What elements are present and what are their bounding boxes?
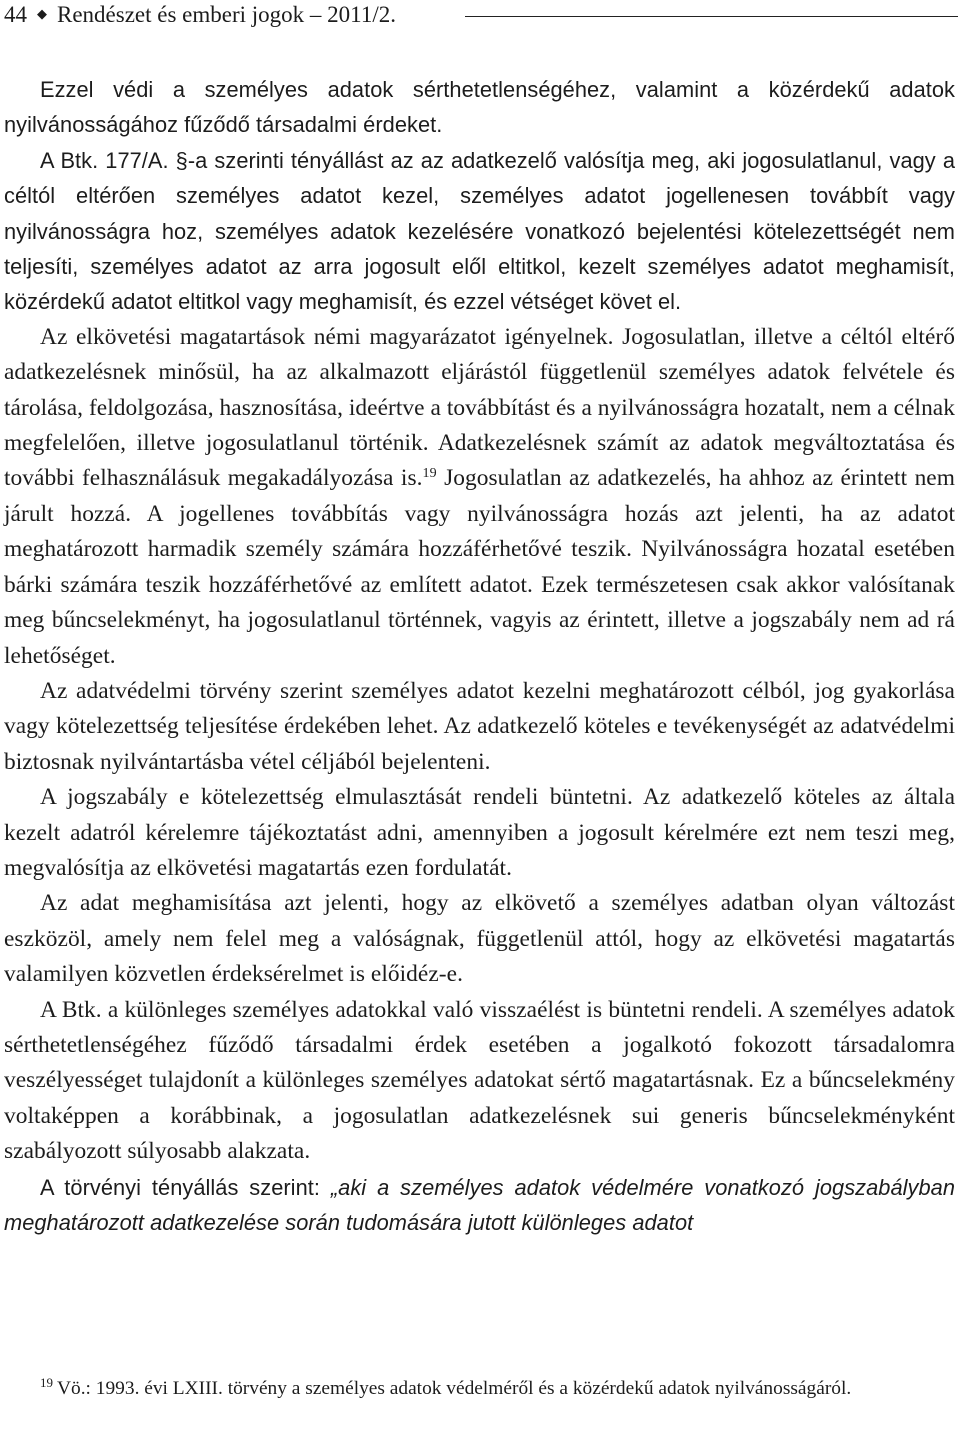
footnote-text: Vö.: 1993. évi LXIII. törvény a személyes adatok védelméről és a közérdekű adatok nyilvánosságáról. (57, 1378, 852, 1399)
running-header (4, 0, 396, 30)
paragraph: A Btk. 177/A. §-a szerinti tényállást az az adatkezelő valósítja meg, aki jogosulatlanul, vagy a céltól eltérően személyes adatot kezel, személyes adatot jogellenesen továbbít vagy nyilvánosságra hoz, személyes adatok kezelésére vonatkozó bejelentési kötelezettségét nem teljesíti, személyes adatot az arra jogosult elől eltitkol, kezelt személyes adatot meghamisít, közérdekű adatot eltitkol vagy meghamisít, és ezzel vétséget követ el. (4, 147, 955, 315)
statute-quote: „aki a személyes adatok védelmére vonatkozó jogszabályban meghatározott adatkezelése során tudomására jutott különleges adatot (4, 1174, 955, 1235)
paragraph: A Btk. a különleges személyes adatokkal való visszaélést is büntetni rendeli. A személyes adatok sérthetetlenségéhez fűződő társadalmi érdek esetében a jogalkotó fokozott társadalomra veszélyességet tulajdonít a különleges személyes adatokat sértő magatartásnak. Ez a bűncselekmény voltaképpen a korábbinak, a jogosulatlan adatkezelésnek sui generis bűncselekményként szabályozott súlyosabb alakzata. (4, 996, 955, 1165)
footnote (4, 1375, 955, 1403)
diamond-bullet-icon: ◆ (37, 6, 47, 21)
header-rule (465, 16, 958, 17)
footnote-number: 19 (40, 1375, 53, 1390)
footnote-reference[interactable]: 19 (422, 466, 437, 482)
paragraph-text: Jogosulatlan az adatkezelés, ha ahhoz az érintett nem járult hozzá. A jogellenes továbbítás vagy nyilvánosságra hozás azt jelenti, ha az adatot meghatározott harmadik személy számára hozzáférhetővé teszik. Nyilvánosságra hozatal esetében bárki számára teszik hozzáférhetővé az említett adatot. Ezek természetesen csak akkor valósítanak meg bűncselekményt, ha jogosulatlanul történnek, vagyis az érintett, illetve a jogszabály nem ad rá lehetőséget. (4, 465, 955, 669)
paragraph: Az adatvédelmi törvény szerint személyes adatot kezelni meghatározott célból, jog gyakorlása vagy kötelezettség teljesítése érdekében lehet. Az adatkezelő köteles e tevékenységét az adatvédelmi biztosnak nyilvántartásba vétel céljából bejelenteni. (4, 677, 955, 775)
paragraph (4, 1170, 955, 1241)
paragraph: Az adat meghamisítása azt jelenti, hogy az elkövető a személyes adatban olyan változást eszközöl, amely nem felel meg a valóságnak, függetlenül attól, hogy az elkövetési magatartás valamilyen közvetlen érdeksérelmet is előidéz-e. (4, 890, 955, 988)
page-number: 44 (4, 2, 27, 27)
paragraph: A jogszabály e kötelezettség elmulasztását rendeli büntetni. Az adatkezelő köteles az általa kezelt adatról kérelemre tájékoztatást adni, amennyiben a jogosult kérelmére ezt nem teszi meg, megvalósítja az elkövetési magatartás ezen fordulatát. (4, 784, 955, 881)
paragraph (4, 320, 955, 674)
paragraph-text: Az elkövetési magatartások némi magyarázatot igényelnek. Jogosulatlan, illetve a céltól eltérő adatkezelésnek minősül, ha az alkalmazott eljárástól függetlenül személyes adatok felvétele és tárolása, feldolgozása, hasznosítása, ideértve a továbbítást és a nyilvánosságra hozatalt, nem a célnak megfelelően, illetve jogosulatlanul történik. Adatkezelésnek számít az adatok megváltoztatása és további felhasználásuk megakadályozása is. (4, 323, 955, 492)
body-text (4, 72, 955, 1240)
journal-title: Rendészet és emberi jogok – 2011/2. (57, 2, 396, 27)
paragraph-text: A törvényi tényállás szerint: (40, 1174, 331, 1200)
paragraph: Ezzel védi a személyes adatok sérthetetlenségéhez, valamint a közérdekű adatok nyilvánosságához fűződő társadalmi érdeket. (4, 77, 955, 138)
